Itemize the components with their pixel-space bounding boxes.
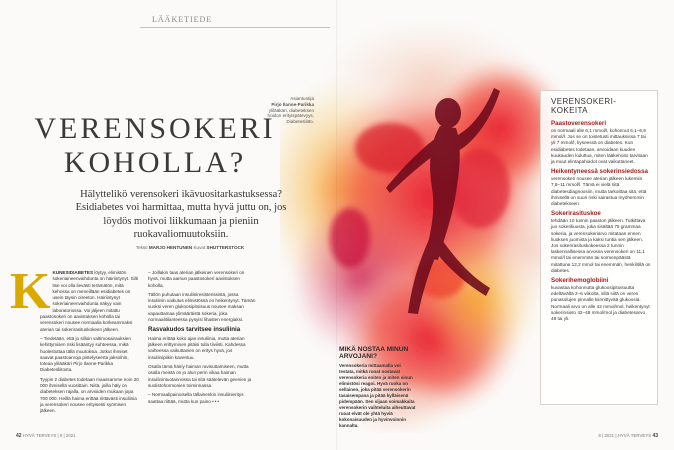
page-number-left: 42 <box>16 433 22 439</box>
title-line-2: KOHOLLA? <box>63 146 247 179</box>
callout-box <box>339 346 417 429</box>
callout-text: Verensokeria mittaamalla voi testata, mitkä ruoat nostavat verensokeria eniten ja miten sinun elimistösi reagoi. Hyvä ruoka on sellainen, joka pitää verensokerin tasaisempana ja pitää kylläisenä pidempään. Sen sijaan voimakkaita verensokerin vaihteluita aiheuttavat ruoat eivät ole yhtä hyviä kokonaisuuden ja hyvinvoinnin kannalta. <box>339 362 416 428</box>
article-column-1 <box>10 263 140 418</box>
article-subhead: Rasvakudos tarvitsee insuliinia <box>148 326 241 334</box>
sidebar-item-head: Sokerihemoglobiini <box>551 277 609 285</box>
credit-text-name: MARJO HENTUNEN <box>148 245 193 250</box>
col2-paragraph-5-text: – Normaalipainoisella tällainenkin insuliinieritys saattaa riittää, mutta kun paino <box>148 392 244 404</box>
sidebar-item-text: tehdään 10 tunnin paaston jälkeen. Tutkittava juo sokeriliuosta, joka sisältää 75 grammaa sokeria, ja verensokeriarvo mitataan ennen liuoksen juomista ja kaksi tuntia sen jälkeen. Jos sokerirasituskokeessa 2 tunnin laskennallisessa arvossa verensokeri on 11,1 mmol/l tai enemmän tai sormenpäästä mitattuna 12,2 mmol tai enemmän, henkilöllä on diabetes. <box>551 218 651 273</box>
expert-caption <box>254 96 314 125</box>
section-label: LÄÄKETIEDE <box>152 15 213 24</box>
sidebar-item-head: Heikentyneessä sokerinsiedossa <box>551 168 648 176</box>
sidebar-item <box>551 210 651 274</box>
footer-left-text: HYVÄ TERVEYS | 9 | 2021 <box>22 433 76 438</box>
continue-marker: ••• <box>212 398 220 404</box>
sidebar-box <box>540 90 658 405</box>
sidebar-item-text: on normaali alle 6,1 mmol/l, kohonnut 6,1–6,9 mmol/l. Jos se on toistetusti mittauksissa 7 tai yli 7 mmol/l, kyseessä on diabetes. Kun esidiabetes todetaan, arvioidaan kuuden kuukauden kuluttua, miten lääkehoito tarvitaan ja muut elintapahoidot ovat vaikuttaneet. <box>551 128 648 165</box>
watercolor-silhouette-illustration <box>280 18 580 433</box>
col2-paragraph-2: Tällön puhutaan insuliiniresistenssistä, jossa insuliinin vaikutus elimistössä on heikentynyt. Tämän vuoksi veren glukoosipitoisuus nousee maksan vapauttamaa ylimääräistä sokeria, joka normaalitilanteessa pysyisi lihasten energiaksi. <box>148 291 256 323</box>
page-number-right: 43 <box>652 433 658 439</box>
sidebar-title: VERENSOKERI-KOKEITA <box>551 97 617 115</box>
col1-paragraph-1: löytyy, elimistön sokeriaineenvaihdunta on häiriintynyt. Silti itse voi olla lievästi terämätön, mitä kehossa on meneillään esidiabetes on usein täysin oireeton. Häiriintynyt sokeriaineenvaihdunta näkyy vain laboratoriossa. Voi jäljeen mitattu paastosokeri on aavistuksen koholla tai verensokeri nousee normaalia korkeammaksi aterian tai sokerirasituskokeen jälkeen. <box>40 270 138 332</box>
col1-paragraph-3: Tyypin 2 diabetes todetaan maassamme noin 20 000 ihmisellä vuosittain. Niitä, joilla häly on diabeteksen rajalla, on arvioiden mukaan jopa 700 000. Heillä haima erittää riittävästi insuliinia ja verensokeri nousee erityisesti syömisen jälkeen. <box>40 376 139 414</box>
col2-paragraph-3: Haima erittää koko ajan insuliinia, mutta aterian jälkeen erittyminen pitäisi tulla tiiviisti. Kahdessa vaiheessa vaikuttavien on eritys hyvä, jos insuliinipiikin kaventuu. <box>148 335 246 360</box>
sidebar-item-head: Sokerirasituskoe <box>551 210 601 218</box>
sidebar-item-text: kuvastaa kohonnutta glukoosipitoisuutta edeltävältä 2–6 viikolta, sillä siitä on veren punasolujen pinnalle kiinnittyvää glukoosia. Normaali arvo on alle 42 mmol/mol, heikentynyt sokerinsieto 42–48 mmol/mol ja diabetesarvo 48 tai yli. <box>551 285 650 322</box>
page-gutter <box>336 0 338 450</box>
caption-role-label: Asiantuntija <box>290 96 314 101</box>
sidebar-item <box>551 120 651 165</box>
title-line-1: VERENSOKERI <box>34 112 276 145</box>
caption-expert-title: ylilääkäri, diabeteksen hoidon erityispätevyys, Diabetesliitto. <box>267 107 314 125</box>
article-title <box>30 112 280 180</box>
section-rule <box>140 27 330 28</box>
article-paragraph <box>10 263 140 333</box>
drop-cap: K <box>10 263 51 320</box>
col2-paragraph-1: – Joillakin taas aterian jälkeinen verensokeri on hyvä, mutta aamun paastosokeri aavistuksen koholla. <box>148 270 245 288</box>
sidebar-item-text: verensokeri nousee aterian jälkeen lukemiin 7,8–11 mmol/l. Tämä ei vielä riitä diabetesdiagnoosiin, mutta tarkoittaa sitä, että ihmisellä on suuri riski sairastua myöhemmin diabetekseen. <box>551 176 647 207</box>
col2-paragraph-5 <box>148 392 256 405</box>
footer-right-text: 9 | 2021 | HYVÄ TERVEYS <box>598 433 652 438</box>
sidebar-item <box>551 168 651 207</box>
credit-image-label: Kuvat <box>193 245 206 250</box>
callout-title: MIKÄ NOSTAA MINUN ARVOJANI? <box>339 346 409 361</box>
article-column-2 <box>148 270 256 408</box>
footer-left <box>16 433 76 439</box>
caption-expert-name: Pirjo Ilanne-Parikka <box>271 101 314 107</box>
sidebar-item <box>551 277 651 322</box>
col2-paragraph-4: Osalla tämä häiriy haiman ravisuttamiseen, mutta osalla meistä on jo alun perin vikaa haiman insuliinintuotannossa tai sitä säätelevän geenien ja suolistohormonien toiminnassa. <box>148 364 252 388</box>
intro-bold: KUNESIDIABETES <box>52 270 94 275</box>
credit-text-label: Teksti <box>135 245 148 250</box>
article-credits <box>90 245 290 250</box>
credit-image-name: SHUTTERSTOCK <box>206 245 245 250</box>
col1-paragraph-2: – Tiedetään, että jo silloin valtimosairauksien kehittymisen riski lisääntyy suhteessa, mikä huolestuttaa tällä muutoksia. Jotkut ihmiset saavat paastoarvoja pistelyseerta jaksoihin, toteaa ylilääkäri Pirjo Ilanne-Parikka Diabetesliitosta. <box>40 335 131 373</box>
article-lead: Hälyttelikö verensokeri ikävuositarkastuksessa? Esidiabetes voi harmittaa, mutta hyvä juttu on, jos löydös motivoi liikkumaan ja pieniin ruokavaliomuutoksiin. <box>75 189 287 241</box>
footer-right <box>598 433 658 439</box>
sidebar-item-head: Paastoverensokeri <box>551 120 607 127</box>
